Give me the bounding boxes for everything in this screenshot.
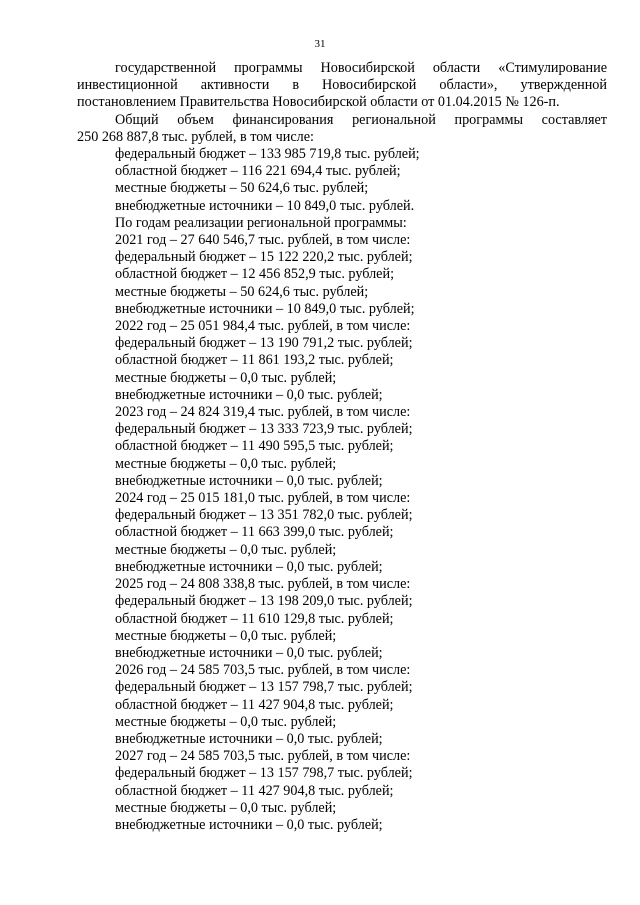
funding-line: 2023 год – 24 824 319,4 тыс. рублей, в том числе:: [115, 404, 411, 421]
funding-line: федеральный бюджет – 13 190 791,2 тыс. рублей;: [115, 335, 413, 352]
funding-lines-list: [77, 146, 607, 834]
paragraph-program-line-2: инвестиционной активности в Новосибирской области», утвержденной: [77, 77, 607, 94]
funding-line: федеральный бюджет – 13 157 798,7 тыс. рублей;: [115, 765, 413, 782]
funding-line: внебюджетные источники – 10 849,0 тыс. рублей;: [115, 300, 415, 317]
funding-line: областной бюджет – 11 610 129,8 тыс. рублей;: [115, 610, 394, 627]
funding-line: внебюджетные источники – 0,0 тыс. рублей;: [115, 558, 383, 575]
funding-line: местные бюджеты – 0,0 тыс. рублей;: [115, 627, 337, 644]
funding-line: областной бюджет – 12 456 852,9 тыс. рублей;: [115, 266, 395, 283]
funding-line: 2025 год – 24 808 338,8 тыс. рублей, в том числе:: [115, 576, 411, 593]
funding-line: областной бюджет – 11 427 904,8 тыс. рублей;: [115, 696, 394, 713]
funding-line: областной бюджет – 11 427 904,8 тыс. рублей;: [115, 782, 394, 799]
funding-line: областной бюджет – 11 663 399,0 тыс. рублей;: [115, 524, 394, 541]
funding-line: внебюджетные источники – 10 849,0 тыс. рублей.: [115, 197, 415, 214]
funding-line: 2022 год – 25 051 984,4 тыс. рублей, в том числе:: [115, 318, 411, 335]
document-body: [77, 60, 607, 834]
paragraph-total-line-1: Общий объем финансирования региональной программы составляет: [115, 111, 607, 128]
funding-line: местные бюджеты – 50 624,6 тыс. рублей;: [115, 180, 369, 197]
funding-line: областной бюджет – 11 490 595,5 тыс. рублей;: [115, 438, 394, 455]
funding-line: местные бюджеты – 50 624,6 тыс. рублей;: [115, 283, 369, 300]
funding-line: внебюджетные источники – 0,0 тыс. рублей;: [115, 386, 383, 403]
paragraph-total-line-2: 250 268 887,8 тыс. рублей, в том числе:: [77, 128, 314, 145]
funding-line: федеральный бюджет – 133 985 719,8 тыс. рублей;: [115, 146, 420, 163]
funding-line: внебюджетные источники – 0,0 тыс. рублей;: [115, 730, 383, 747]
page-number: 31: [314, 38, 326, 50]
funding-line: 2021 год – 27 640 546,7 тыс. рублей, в том числе:: [115, 232, 411, 249]
funding-line: областной бюджет – 116 221 694,4 тыс. рублей;: [115, 163, 401, 180]
funding-line: федеральный бюджет – 13 198 209,0 тыс. рублей;: [115, 593, 413, 610]
funding-line: внебюджетные источники – 0,0 тыс. рублей;: [115, 472, 383, 489]
funding-line: внебюджетные источники – 0,0 тыс. рублей;: [115, 816, 383, 833]
paragraph-program-line-1: государственной программы Новосибирской области «Стимулирование: [115, 60, 607, 76]
funding-line: федеральный бюджет – 13 333 723,9 тыс. рублей;: [115, 421, 413, 438]
funding-line: федеральный бюджет – 15 122 220,2 тыс. рублей;: [115, 249, 413, 266]
funding-line: местные бюджеты – 0,0 тыс. рублей;: [115, 541, 337, 558]
paragraph-program-line-3: постановлением Правительства Новосибирской области от 01.04.2015 № 126-п.: [77, 94, 560, 111]
funding-line: местные бюджеты – 0,0 тыс. рублей;: [115, 455, 337, 472]
funding-line: федеральный бюджет – 13 157 798,7 тыс. рублей;: [115, 679, 413, 696]
funding-line: 2027 год – 24 585 703,5 тыс. рублей, в том числе:: [115, 748, 411, 765]
funding-line: областной бюджет – 11 861 193,2 тыс. рублей;: [115, 352, 394, 369]
funding-line: местные бюджеты – 0,0 тыс. рублей;: [115, 713, 337, 730]
funding-line: 2026 год – 24 585 703,5 тыс. рублей, в том числе:: [115, 662, 411, 679]
funding-line: федеральный бюджет – 13 351 782,0 тыс. рублей;: [115, 507, 413, 524]
funding-line: местные бюджеты – 0,0 тыс. рублей;: [115, 369, 337, 386]
funding-line: местные бюджеты – 0,0 тыс. рублей;: [115, 799, 337, 816]
funding-line: По годам реализации региональной программы:: [115, 214, 407, 231]
funding-line: внебюджетные источники – 0,0 тыс. рублей;: [115, 644, 383, 661]
funding-line: 2024 год – 25 015 181,0 тыс. рублей, в том числе:: [115, 490, 411, 507]
